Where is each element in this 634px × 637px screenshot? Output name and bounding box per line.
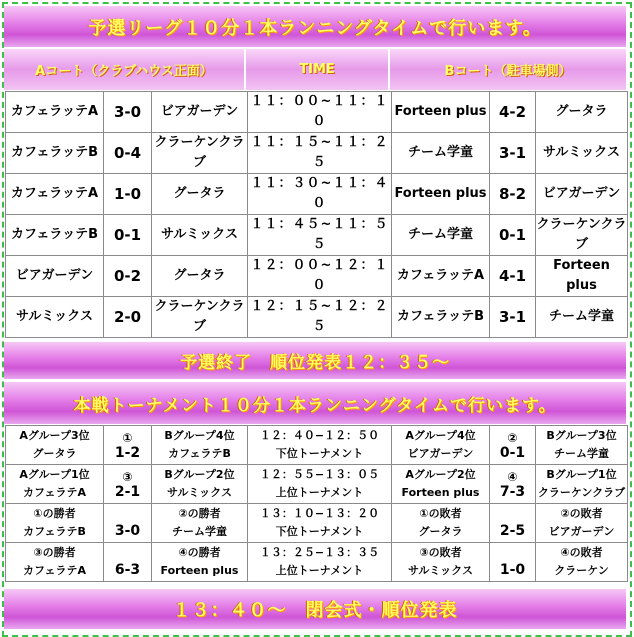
court-b-team-1: チーム学童 (392, 215, 490, 256)
score-value: 1-0 (499, 562, 526, 578)
court-b-team-2: ビアガーデン (536, 174, 628, 215)
league-row (6, 133, 628, 174)
match-time: １１：３０~１１：４０ (248, 174, 392, 215)
court-b-team-2 (536, 465, 628, 504)
tournament-body (6, 426, 628, 582)
header-court-a: Aコート（クラブハウス正面） (4, 49, 244, 90)
court-a-team-2: クラーケンクラブ (152, 133, 248, 174)
match-time: １２：００~１２：１０ (248, 256, 392, 297)
seed-label: Aグループ4位 (405, 429, 476, 442)
banner-tournament-title: 本戦トーナメント１０分１本ランニングタイムで行います。 (4, 382, 626, 424)
team-name: ビアガーデン (407, 447, 474, 460)
tournament-row (6, 543, 628, 582)
court-b-team-2: グータラ (536, 92, 628, 133)
court-a-score (104, 504, 152, 543)
court-a-score (104, 465, 152, 504)
court-b-team-2 (536, 504, 628, 543)
court-b-team-2: クラーケンクラブ (536, 215, 628, 256)
team-name: クラーケン (554, 564, 609, 577)
score-box (490, 465, 535, 503)
court-b-team-1 (392, 465, 490, 504)
court-b-score: 4-1 (490, 256, 536, 297)
tournament-table (5, 425, 628, 582)
court-a-team-1: カフェラッテB (6, 133, 104, 174)
seed-label: ②の敗者 (560, 507, 603, 520)
match-number: ④ (507, 470, 518, 484)
court-a-score: 2-0 (104, 297, 152, 338)
team-name: グータラ (418, 525, 463, 538)
seed-label: Aグループ1位 (19, 468, 90, 481)
court-b-score: 0-1 (490, 215, 536, 256)
tournament-row (6, 504, 628, 543)
court-b-team-2: チーム学童 (536, 297, 628, 338)
score-value: 1-2 (114, 445, 141, 461)
court-a-team-2: グータラ (152, 174, 248, 215)
court-a-score: 0-2 (104, 256, 152, 297)
tournament-row (6, 426, 628, 465)
court-a-score: 1-0 (104, 174, 152, 215)
court-b-team-2 (536, 426, 628, 465)
court-a-team-1: カフェラッテB (6, 215, 104, 256)
score-value: 0-1 (499, 445, 526, 461)
court-a-team-2 (152, 504, 248, 543)
court-a-team-1 (6, 426, 104, 465)
score-box (104, 543, 151, 581)
seed-label: ④の勝者 (178, 546, 221, 559)
court-a-score: 0-1 (104, 215, 152, 256)
league-row (6, 215, 628, 256)
court-b-score: 8-2 (490, 174, 536, 215)
court-b-team-2: サルミックス (536, 133, 628, 174)
seed-label: Aグループ2位 (405, 468, 476, 481)
match-time-cell (248, 504, 392, 543)
banner-prelim-title: 予選リーグ１０分１本ランニングタイムで行います。 (4, 6, 626, 47)
court-b-team-1 (392, 504, 490, 543)
court-a-team-2: クラーケンクラブ (152, 297, 248, 338)
match-time-cell (248, 465, 392, 504)
court-b-team-1: Forteen plus (392, 174, 490, 215)
court-a-team-2 (152, 543, 248, 582)
court-b-team-1: チーム学童 (392, 133, 490, 174)
score-box (104, 465, 151, 503)
court-a-team-1 (6, 465, 104, 504)
court-a-team-2 (152, 426, 248, 465)
match-number: ① (122, 431, 133, 445)
score-value: 3-0 (114, 523, 141, 539)
team-name: チーム学童 (172, 525, 227, 538)
court-b-score: 4-2 (490, 92, 536, 133)
seed-label: ②の勝者 (178, 507, 221, 520)
court-a-team-2: サルミックス (152, 215, 248, 256)
seed-label: ③の勝者 (33, 546, 76, 559)
court-a-team-1: カフェラッテA (6, 174, 104, 215)
match-time: １２：５５−１３：０５ (259, 468, 380, 481)
court-b-score: 3-1 (490, 297, 536, 338)
score-box (104, 504, 151, 542)
team-name: サルミックス (407, 564, 474, 577)
court-a-score: 3-0 (104, 92, 152, 133)
score-value: 2-5 (499, 523, 526, 539)
tournament-row (6, 465, 628, 504)
header-court-b: Bコート（駐車場側） (390, 49, 626, 90)
court-b-team-1: カフェラッテB (392, 297, 490, 338)
score-box (104, 426, 151, 464)
seed-label: ③の敗者 (419, 546, 462, 559)
court-b-team-2 (536, 543, 628, 582)
match-number: ③ (122, 470, 133, 484)
seed-label: Bグループ3位 (546, 429, 617, 442)
team-name: Forteen plus (160, 564, 239, 577)
court-a-score: 0-4 (104, 133, 152, 174)
match-time-cell (248, 426, 392, 465)
score-value: 6-3 (114, 562, 141, 578)
court-b-score (490, 465, 536, 504)
match-time: １２：４０−１２：５０ (259, 429, 380, 442)
score-value: 7-3 (499, 484, 526, 500)
seed-label: Aグループ3位 (19, 429, 90, 442)
court-b-score (490, 504, 536, 543)
court-a-team-1: ビアガーデン (6, 256, 104, 297)
team-name: グータラ (32, 447, 77, 460)
seed-label: ④の敗者 (560, 546, 603, 559)
bracket-label: 上位トーナメント (275, 564, 364, 577)
court-a-team-1 (6, 504, 104, 543)
league-body (6, 92, 628, 338)
team-name: クラーケンクラブ (537, 486, 626, 499)
score-box (490, 543, 535, 581)
header-time: TIME (246, 49, 388, 90)
match-time: １３：１０−１３：２０ (259, 507, 380, 520)
team-name: Forteen plus (401, 486, 480, 499)
match-time-cell (248, 543, 392, 582)
score-box (490, 426, 535, 464)
match-time: １２：１５~１２：２５ (248, 297, 392, 338)
score-value: 2-1 (114, 484, 141, 500)
match-time: １１：００~１１：１０ (248, 92, 392, 133)
team-name: チーム学童 (554, 447, 609, 460)
league-row (6, 256, 628, 297)
court-b-score (490, 543, 536, 582)
match-time: １３：２５−１３：３５ (259, 546, 380, 559)
banner-prelim-end: 予選終了 順位発表１２：３５～ (4, 342, 626, 379)
court-b-score: 3-1 (490, 133, 536, 174)
match-number: ② (507, 431, 518, 445)
seed-label: Bグループ1位 (546, 468, 617, 481)
seed-label: Bグループ2位 (164, 468, 235, 481)
court-b-team-1: Forteen plus (392, 92, 490, 133)
league-row (6, 297, 628, 338)
seed-label: ①の敗者 (419, 507, 462, 520)
team-name: カフェラテB (168, 447, 231, 460)
bracket-label: 下位トーナメント (275, 525, 364, 538)
bracket-label: 上位トーナメント (275, 486, 364, 499)
team-name: カフェラテB (23, 525, 86, 538)
team-name: カフェラテA (23, 486, 86, 499)
league-row (6, 92, 628, 133)
banner-closing: １３：４０～ 閉会式・順位発表 (4, 589, 626, 629)
court-a-team-2: グータラ (152, 256, 248, 297)
match-time: １１：１５~１１：２５ (248, 133, 392, 174)
seed-label: Bグループ4位 (164, 429, 235, 442)
court-b-team-1 (392, 543, 490, 582)
court-a-score (104, 543, 152, 582)
team-name: サルミックス (166, 486, 233, 499)
court-a-team-1 (6, 543, 104, 582)
court-a-team-2 (152, 465, 248, 504)
team-name: カフェラテA (23, 564, 86, 577)
match-time: １１：４５~１１：５５ (248, 215, 392, 256)
score-box (490, 504, 535, 542)
court-a-team-2: ビアガーデン (152, 92, 248, 133)
league-row (6, 174, 628, 215)
court-a-score (104, 426, 152, 465)
court-b-team-2: Forteen plus (536, 256, 628, 297)
team-name: ビアガーデン (548, 525, 615, 538)
court-b-team-1 (392, 426, 490, 465)
bracket-label: 下位トーナメント (275, 447, 364, 460)
court-b-score (490, 426, 536, 465)
court-a-team-1: サルミックス (6, 297, 104, 338)
league-table (5, 91, 628, 338)
seed-label: ①の勝者 (33, 507, 76, 520)
court-a-team-1: カフェラッテA (6, 92, 104, 133)
court-b-team-1: カフェラッテA (392, 256, 490, 297)
